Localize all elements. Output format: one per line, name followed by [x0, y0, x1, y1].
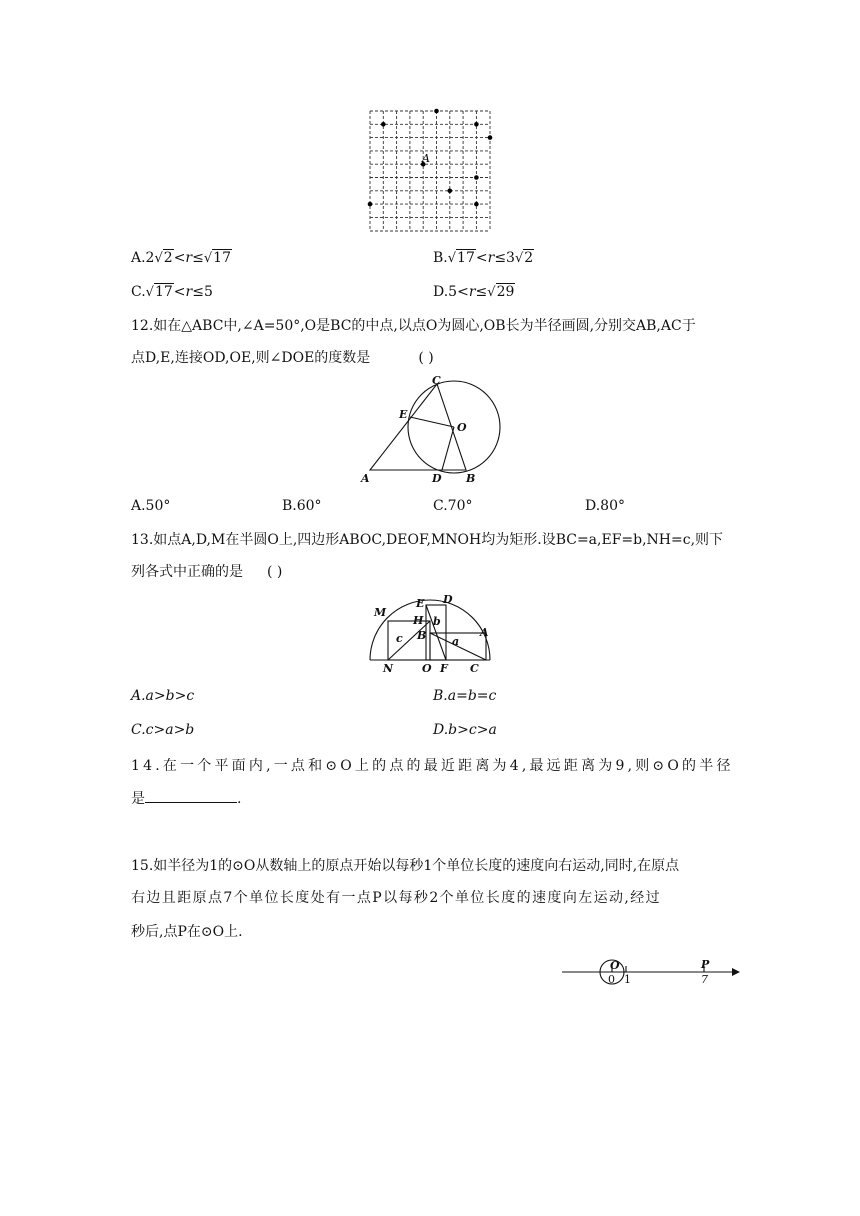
- label-b: B: [466, 472, 476, 485]
- tick-one: 1: [624, 973, 631, 986]
- label-n: N: [383, 662, 394, 675]
- q12-option-b[interactable]: B.60°: [282, 498, 322, 514]
- q13-option-d[interactable]: D.b>c>a: [433, 722, 497, 738]
- label-e: E: [416, 597, 425, 610]
- tick-seven: 7: [701, 973, 708, 986]
- number-line-figure: [556, 952, 742, 992]
- grid-figure: [366, 108, 494, 236]
- point-label-a: A: [422, 152, 430, 165]
- q12-option-d[interactable]: D.80°: [585, 498, 625, 514]
- semicircle-rectangles-figure: [366, 588, 496, 676]
- q11-option-b[interactable]: B.√17<r≤3√2: [433, 250, 534, 266]
- label-m: M: [374, 606, 387, 619]
- label-c-length: c: [396, 632, 403, 645]
- label-b-length: b: [433, 615, 441, 628]
- label-p: P: [701, 958, 710, 971]
- q13-answer-paren[interactable]: ( ): [267, 564, 283, 580]
- label-d: D: [443, 593, 453, 606]
- label-a-length: a: [452, 635, 460, 648]
- q11-option-a[interactable]: A.2√2<r≤√17: [131, 250, 231, 266]
- label-a: A: [480, 626, 489, 639]
- q13-option-a[interactable]: A.a>b>c: [131, 688, 195, 704]
- label-o: O: [422, 662, 432, 675]
- label-e: E: [399, 408, 408, 421]
- q13-text-line2: 列各式中正确的是 ( ): [131, 564, 283, 580]
- q15-text-line1: 15.如半径为1的⊙O从数轴上的原点开始以每秒1个单位长度的速度向右运动,同时,在原点: [131, 858, 680, 874]
- tick-zero: 0: [608, 973, 615, 986]
- label-c: C: [470, 662, 479, 675]
- q12-text-line2: 点D,E,连接OD,OE,则∠DOE的度数是 ( ): [131, 350, 434, 366]
- q12-text-line1: 12.如在△ABC中,∠A=50°,O是BC的中点,以点O为圆心,OB长为半径画圆,分别交AB,AC于: [131, 318, 696, 334]
- q15-text-line2: 右边且距原点7个单位长度处有一点P以每秒2个单位长度的速度向左运动,经过: [131, 890, 662, 906]
- label-o: O: [610, 959, 620, 972]
- q11-option-d[interactable]: D.5<r≤√29: [433, 284, 515, 300]
- label-a: A: [361, 472, 370, 485]
- q13-text-line1: 13.如点A,D,M在半圆O上,四边形ABOC,DEOF,MNOH均为矩形.设BC=a,EF=b,NH=c,则下: [131, 532, 724, 548]
- q14-text-line2: 是 .: [131, 788, 241, 809]
- label-c: C: [432, 374, 441, 387]
- q12-option-c[interactable]: C.70°: [433, 498, 473, 514]
- label-b: B: [417, 629, 427, 642]
- q11-option-c[interactable]: C.√17<r≤5: [131, 284, 213, 300]
- q12-option-a[interactable]: A.50°: [131, 498, 171, 514]
- q14-answer-blank[interactable]: [145, 788, 237, 803]
- label-h: H: [413, 614, 424, 627]
- q15-text-line3: 秒后,点P在⊙O上.: [131, 924, 243, 940]
- q13-option-b[interactable]: B.a=b=c: [433, 688, 497, 704]
- triangle-circle-figure: [356, 374, 506, 486]
- q14-text-line1: 14.在一个平面内,一点和⊙O上的点的最近距离为4,最远距离为9,则⊙O的半径: [131, 758, 734, 774]
- label-f: F: [440, 662, 448, 675]
- label-d: D: [432, 472, 442, 485]
- q12-answer-paren[interactable]: ( ): [418, 350, 434, 366]
- q13-option-c[interactable]: C.c>a>b: [131, 722, 195, 738]
- label-o: O: [457, 421, 467, 434]
